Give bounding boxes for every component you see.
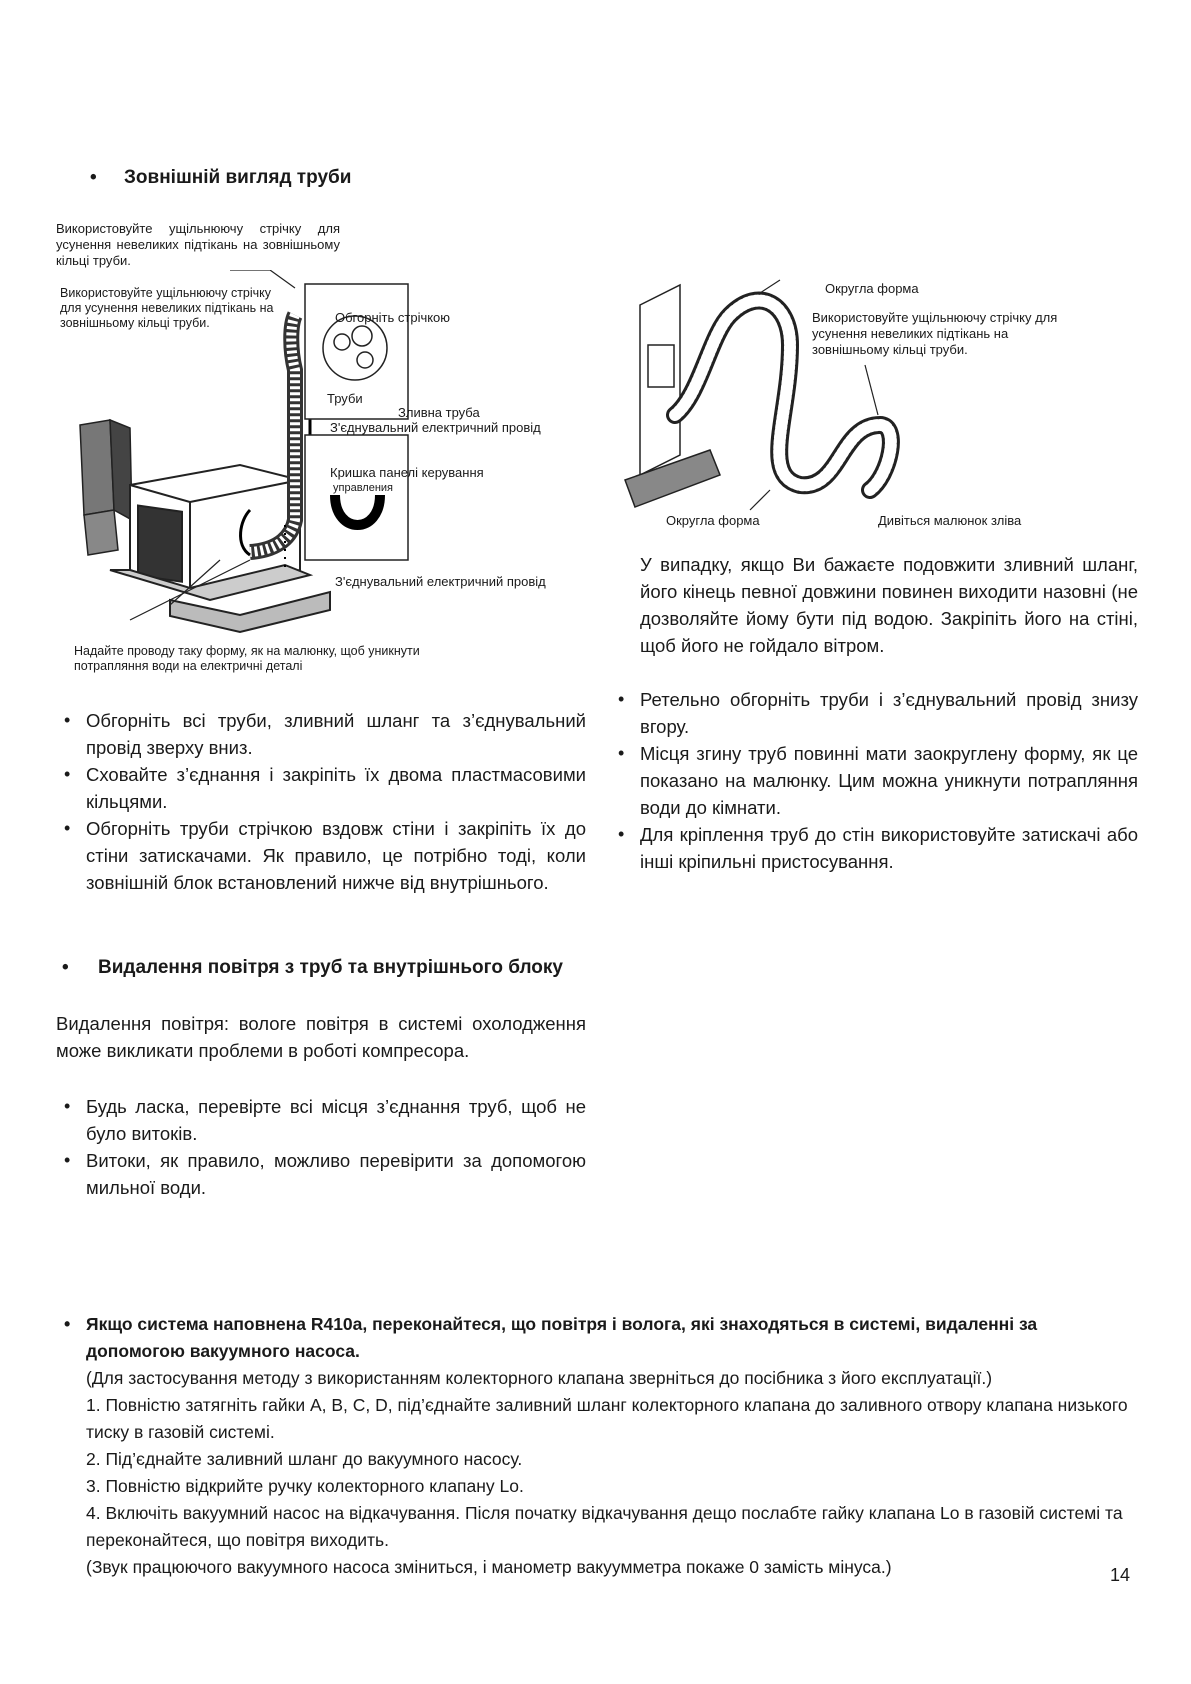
wall-bricks <box>80 420 132 555</box>
section-heading-air-removal: • Видалення повітря з труб та внутрішнього блоку <box>62 957 563 978</box>
list-item: • Обгорніть труби стрічкою вздовж стіни і закріпіть їх до стіни затискачами. Як правило, це потрібно тоді, коли зовнішній блок встановлений нижче від внутрішнього. <box>58 815 586 896</box>
label-round-shape-top: Округла форма <box>825 281 919 296</box>
list-item: • Обгорніть всі труби, зливний шланг та з’єднувальний провід зверху вниз. <box>58 707 586 761</box>
list-item: • Сховайте з’єднання і закріпіть їх двома пластмасовими кільцями. <box>58 761 586 815</box>
vacuum-closing: (Звук працюючого вакуумного насоса зміниться, і манометр вакуумметра покаже 0 замість мінуса.) <box>86 1557 892 1577</box>
air-removal-intro: Видалення повітря: вологе повітря в системі охолодження може викликати проблеми в роботі компресора. <box>56 1013 586 1061</box>
figure-left-label-top: Використовуйте ущільнюючу стрічку для усунення невеликих підтікань на зовнішньому кільці труби. <box>56 221 340 268</box>
list-item: • Витоки, як правило, можливо перевірити за допомогою мильної води. <box>58 1147 586 1201</box>
label-round-shape-bottom: Округла форма <box>666 513 760 528</box>
vacuum-pump-section <box>58 1311 1140 1581</box>
label-connecting-wire-2: З'єднувальний електричний провід <box>335 574 546 589</box>
label-sealing-tape-right: Використовуйте ущільнюючу стрічку для усунення невеликих підтікань на зовнішньому кільці труби. <box>812 310 1058 357</box>
air-removal-bullets <box>58 1093 586 1201</box>
vacuum-note: (Для застосування методу з використанням колекторного клапана зверніться до посібника з його експлуатації.) <box>86 1368 993 1388</box>
vacuum-step-1: 1. Повністю затягніть гайки A, B, C, D, під’єднайте заливний шланг колекторного клапана до заливного отвору клапана низького тиску в газовій системі. <box>86 1395 1128 1442</box>
label-control-panel-cover: Кришка панелі керування <box>330 465 484 480</box>
section-heading-text: Зовнішній вигляд труби <box>124 167 352 188</box>
list-item: • Ретельно обгорніть труби і з’єднувальний провід знизу вгору. <box>612 686 1138 740</box>
figure-left-label-side: Використовуйте ущільнюючу стрічку для усунення невеликих підтікань на зовнішньому кільці труби. <box>60 286 274 330</box>
vacuum-step-4: 4. Включіть вакуумний насос на відкачування. Після початку відкачування дещо послабте гайку клапана Lo в газовій системі та переконайтеся, що повітря виходить. <box>86 1503 1123 1550</box>
list-item: • Місця згину труб повинні мати заокруглену форму, як це показано на малюнку. Цим можна уникнути потрапляння води до кімнати. <box>612 740 1138 821</box>
figure-left-caption: Надайте проводу таку форму, як на малюнку, щоб уникнути потрапляння води на електричні деталі <box>74 644 420 673</box>
list-item: • Для кріплення труб до стін використовуйте затискачі або інші кріпильні пристосування. <box>612 821 1138 875</box>
section-heading-pipe-appearance: • Зовнішній вигляд труби <box>90 167 352 188</box>
label-drain-pipe: Зливна труба <box>398 405 480 420</box>
right-paragraph: У випадку, якщо Ви бажаєте подовжити зливний шланг, його кінець певної довжини повинен виходити назовні (не дозволяйте йому бути під водою. Закріпіть його на стіні, щоб його не гойдало вітром. <box>640 554 1138 656</box>
wall <box>625 285 720 507</box>
vacuum-step-2: 2. Під’єднайте заливний шланг до вакуумного насосу. <box>86 1449 523 1469</box>
label-control-panel-sub: управления <box>333 482 393 494</box>
label-see-left-figure: Дивіться малюнок зліва <box>878 513 1022 528</box>
left-bullet-list <box>58 707 586 896</box>
right-bullet-list <box>612 686 1138 875</box>
section-heading-text: Видалення повітря з труб та внутрішнього блоку <box>98 957 563 978</box>
pipe-installation-illustration <box>70 270 590 650</box>
label-connecting-wire-1: З'єднувальний електричний провід <box>330 420 541 435</box>
label-wrap-with-tape: Обгорніть стрічкою <box>335 310 451 325</box>
page-number: 14 <box>1110 1565 1131 1585</box>
list-item: • Будь ласка, перевірте всі місця з’єднання труб, щоб не було витоків. <box>58 1093 586 1147</box>
vacuum-heading: • Якщо система наповнена R410a, переконайтеся, що повітря і волога, які знаходяться в системі, видаленні за допомогою вакуумного насоса. <box>58 1311 1140 1365</box>
label-pipes: Труби <box>327 391 363 406</box>
vacuum-step-3: 3. Повністю відкрийте ручку колекторного клапану Lo. <box>86 1476 524 1496</box>
